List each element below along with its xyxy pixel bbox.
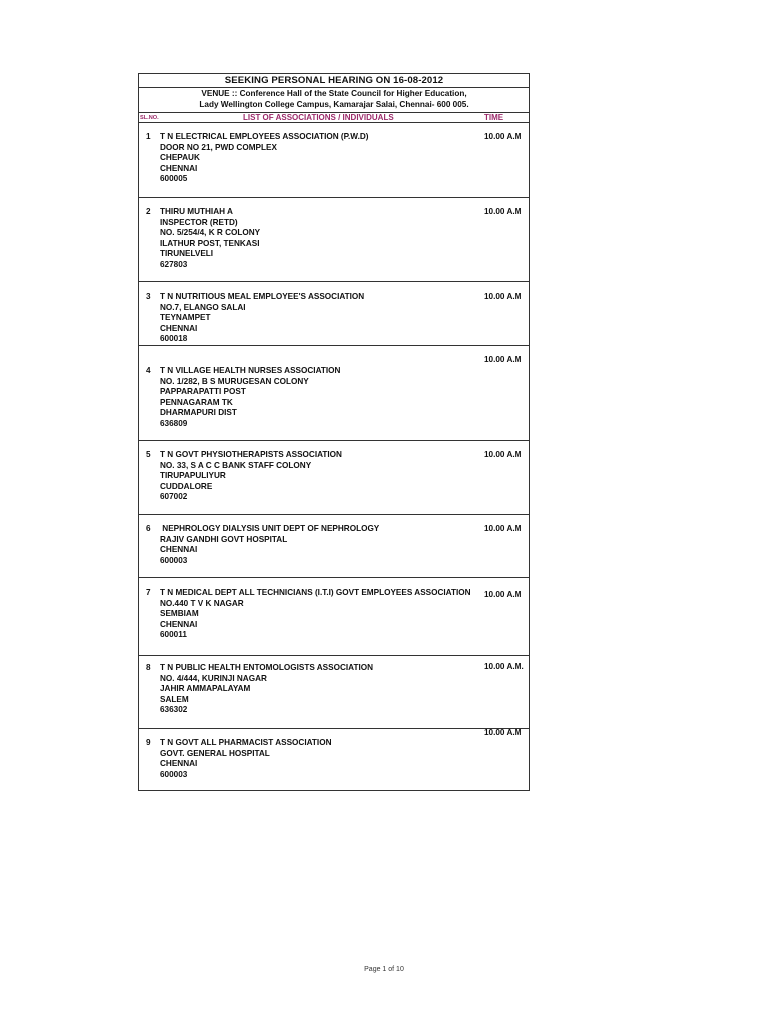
address-line: PENNAGARAM TK (160, 397, 233, 407)
address-line: 600005 (160, 174, 188, 184)
address-line: CHEPAUK (160, 153, 200, 163)
address-line: 607002 (160, 492, 188, 502)
address-line: T N NUTRITIOUS MEAL EMPLOYEE'S ASSOCIATION (160, 292, 365, 301)
divider (139, 87, 529, 88)
address-line: T N MEDICAL DEPT ALL TECHNICIANS (I.T.I) GOVT EMPLOYEES ASSOCIATION (160, 588, 471, 597)
address-line: DOOR NO 21, PWD COMPLEX (160, 142, 277, 152)
address-line: T N PUBLIC HEALTH ENTOMOLOGISTS ASSOCIATION (160, 663, 374, 672)
address-line: NO.7, ELANGO SALAI (160, 302, 246, 312)
address-line: NO. 5/254/4, K R COLONY (160, 228, 261, 238)
divider (139, 440, 529, 441)
entry-number: 3 (146, 292, 151, 301)
address-line: T N VILLAGE HEALTH NURSES ASSOCIATION (160, 366, 341, 375)
address-line: 627803 (160, 259, 188, 269)
address-line: DHARMAPURI DIST (160, 408, 237, 418)
address-line: CHENNAI (160, 619, 198, 629)
entry-number: 7 (146, 588, 151, 597)
address-line: PAPPARAPATTI POST (160, 387, 246, 397)
divider (139, 655, 529, 656)
entry-time: 10.00 A.M (484, 728, 522, 737)
entry-time: 10.00 A.M (484, 132, 522, 141)
entry-time: 10.00 A.M (484, 450, 522, 459)
address-line: JAHIR AMMAPALAYAM (160, 684, 251, 694)
column-header-time: TIME (484, 113, 504, 122)
entry-time: 10.00 A.M. (484, 662, 524, 671)
address-line: T N ELECTRICAL EMPLOYEES ASSOCIATION (P.W.D) (160, 132, 369, 141)
address-line: RAJIV GANDHI GOVT HOSPITAL (160, 534, 288, 544)
address-line: 600018 (160, 334, 188, 344)
entry-number: 9 (146, 738, 151, 747)
divider (139, 345, 529, 346)
address-line: 636302 (160, 705, 188, 715)
divider (139, 122, 529, 123)
entry-time: 10.00 A.M (484, 524, 522, 533)
address-line: 636809 (160, 418, 188, 428)
entry-address (160, 663, 373, 716)
address-line: CHENNAI (160, 759, 198, 769)
entry-address (160, 588, 471, 641)
address-line: NO. 1/282, B S MURUGESAN COLONY (160, 376, 309, 386)
entry-address (160, 524, 379, 566)
divider (139, 514, 529, 515)
address-line: NO. 4/444, KURINJI NAGAR (160, 673, 267, 683)
address-line: GOVT. GENERAL HOSPITAL (160, 748, 270, 758)
entry-address (160, 132, 369, 185)
entry-number: 8 (146, 663, 151, 672)
divider (139, 281, 529, 282)
entry-address (160, 207, 260, 271)
venue-line-2: Lady Wellington College Campus, Kamarajar Salai, Chennai- 600 005. (199, 100, 469, 109)
address-line: T N GOVT ALL PHARMACIST ASSOCIATION (160, 738, 332, 747)
page-number: Page 1 of 10 (364, 966, 404, 973)
address-line: NO. 33, S A C C BANK STAFF COLONY (160, 460, 312, 470)
divider (139, 197, 529, 198)
entry-time: 10.00 A.M (484, 590, 522, 599)
venue-line-1: VENUE :: Conference Hall of the State Council for Higher Education, (201, 89, 467, 98)
address-line: SEMBIAM (160, 609, 199, 619)
divider (139, 577, 529, 578)
document-title: SEEKING PERSONAL HEARING ON 16-08-2012 (224, 75, 444, 86)
entry-number: 1 (146, 132, 151, 141)
entry-number: 4 (146, 366, 151, 375)
column-header-sl-no: SL.NO. (140, 115, 159, 121)
entry-time: 10.00 A.M (484, 207, 522, 216)
entry-address (160, 366, 340, 430)
address-line: CHENNAI (160, 323, 198, 333)
column-header-list: LIST OF ASSOCIATIONS / INDIVIDUALS (243, 113, 394, 122)
entry-address (160, 738, 331, 780)
address-line: THIRU MUTHIAH A (160, 207, 233, 216)
hearing-schedule-table (138, 73, 530, 791)
address-line: SALEM (160, 694, 189, 704)
address-line: ILATHUR POST, TENKASI (160, 238, 260, 248)
entry-number: 2 (146, 207, 151, 216)
address-line: CHENNAI (160, 545, 198, 555)
entry-address (160, 292, 364, 345)
address-line: INSPECTOR (RETD) (160, 217, 238, 227)
address-line: T N GOVT PHYSIOTHERAPISTS ASSOCIATION (160, 450, 342, 459)
entry-address (160, 450, 342, 503)
entry-number: 6 (146, 524, 151, 533)
address-line: 600011 (160, 630, 187, 640)
address-line: 600003 (160, 555, 188, 565)
entry-number: 5 (146, 450, 151, 459)
address-line: CUDDALORE (160, 481, 213, 491)
address-line: TEYNAMPET (160, 313, 211, 323)
divider (139, 728, 529, 729)
address-line: CHENNAI (160, 163, 198, 173)
entry-time: 10.00 A.M (484, 355, 522, 364)
address-line: 600003 (160, 769, 188, 779)
address-line: TIRUNELVELI (160, 249, 214, 259)
address-line: NEPHROLOGY DIALYSIS UNIT DEPT OF NEPHROLOGY (160, 524, 380, 533)
address-line: NO.440 T V K NAGAR (160, 598, 244, 608)
entry-time: 10.00 A.M (484, 292, 522, 301)
address-line: TIRUPAPULIYUR (160, 471, 226, 481)
